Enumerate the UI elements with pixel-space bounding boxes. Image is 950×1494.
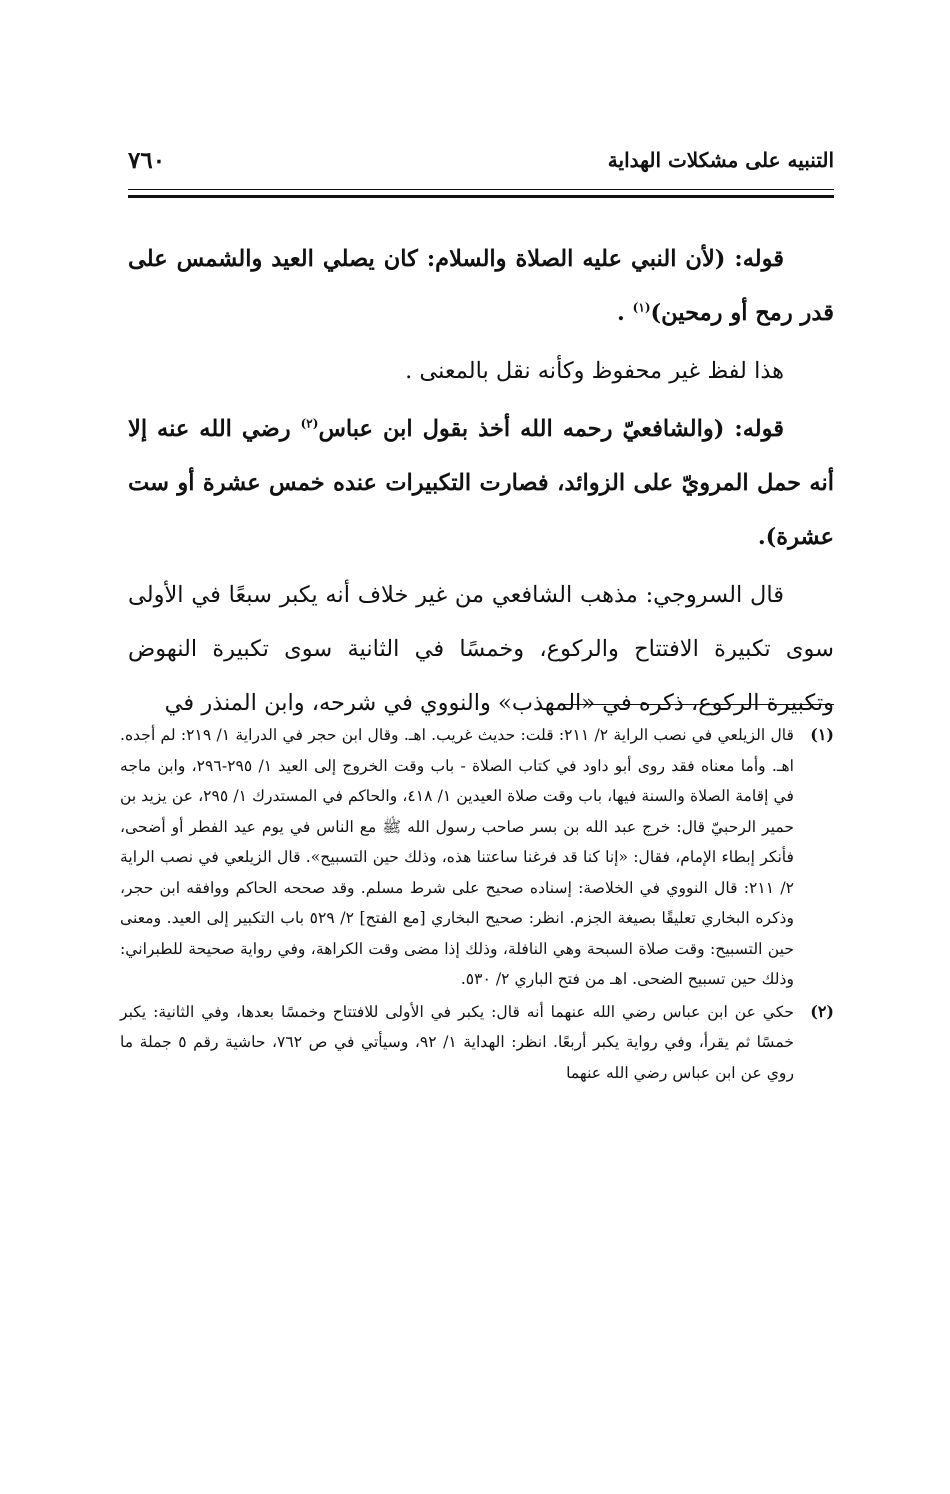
footnote-number: (١) <box>810 725 834 744</box>
page-header <box>128 142 834 178</box>
quote-text-b: رضي الله عنه إلا أنه حمل المرويّ على الزوائد، فصارت التكبيرات عنده خمس عشرة أو ست عشرة). <box>128 416 834 550</box>
footnote-ref-2: (٢) <box>300 416 319 431</box>
quote-text: قوله: (لأن النبي عليه الصلاة والسلام: كان يصلي العيد والشمس على قدر رمح أو رمحين) <box>128 246 834 326</box>
footnote-text: حكي عن ابن عباس رضي الله عنهما أنه قال: يكبر في الأولى للافتتاح وخمسًا بعدها، وفي الثانية: يكبر خمسًا ثم يقرأ، وفي رواية يكبر أربعًا. انظر: الهداية ١/ ٩٢، وسيأتي في ص ٧٦٢، حاشية رقم ٥ جملة ما روي عن ابن عباس رضي الله عنهما <box>120 1002 794 1082</box>
quote-end: . <box>617 300 633 326</box>
footnote-number: (٢) <box>810 1001 834 1021</box>
main-text <box>128 232 834 730</box>
header-rule-thin <box>128 189 834 190</box>
footnote-separator <box>561 704 834 705</box>
footnote-ref-1: (١) <box>632 300 651 315</box>
quote-paragraph-2 <box>128 402 834 564</box>
page-number: ٧٦٠ <box>128 146 166 174</box>
footnote-1 <box>120 720 834 995</box>
footnote-text: قال الزيلعي في نصب الراية ٢/ ٢١١: قلت: حديث غريب. اهـ. وقال ابن حجر في الدراية ١/ ٢١٩: لم أجده. اهـ. وأما معناه فقد روى أبو داود في كتاب الصلاة - باب وقت الخروج إلى العيد ١/ ٢٩٥-٢٩٦، وابن ماجه في إقامة الصلاة والسنة فيها، باب وقت صلاة العيدين ١/ ٤١٨، والحاكم في المستدرك ١/ ٢٩٥، عن يزيد بن حمير الرحبيّ قال: خرج عبد الله بن بسر صاحب رسول الله ﷺ مع الناس في يوم عيد الفطر أو أضحى، فأنكر إبطاء الإمام، فقال: «إنا كنا قد فرغنا ساعتنا هذه، وذلك حين التسبيح». قال الزيلعي في نصب الراية ٢/ ٢١١: قال النووي في الخلاصة: إسناده صحيح على شرط مسلم. وقد صححه الحاكم ووافقه ابن حجر، وذكره البخاري تعليقًا بصيغة الجزم. انظر: صحيح البخاري [مع الفتح] ٢/ ٥٢٩ باب التكبير إلى العيد. ومعنى حين التسبيح: وقت صلاة السبحة وهي النافلة، وذلك إذا مضى وقت الكراهة، وفي رواية صحيحة للطبراني: وذلك حين تسبيح الضحى. اهـ من فتح الباري ٢/ ٥٣٠. <box>120 726 794 988</box>
footnotes <box>120 720 834 1090</box>
quote-text-a: قوله: (والشافعيّ رحمه الله أخذ بقول ابن عباس <box>318 416 784 442</box>
quote-paragraph-1 <box>128 232 834 340</box>
footnote-2 <box>120 997 834 1089</box>
commentary-paragraph-2: قال السروجي: مذهب الشافعي من غير خلاف أنه يكبر سبعًا في الأولى سوى تكبيرة الافتتاح والركوع، وخمسًا في الثانية سوى تكبيرة النهوض وتكبيرة الركوع، ذكره في «المهذب» والنووي في شرحه، وابن المنذر في <box>128 582 834 716</box>
commentary-paragraph-1: هذا لفظ غير محفوظ وكأنه نقل بالمعنى . <box>405 358 784 384</box>
header-rule-thick <box>128 195 834 198</box>
running-title: التنبيه على مشكلات الهداية <box>607 148 834 172</box>
